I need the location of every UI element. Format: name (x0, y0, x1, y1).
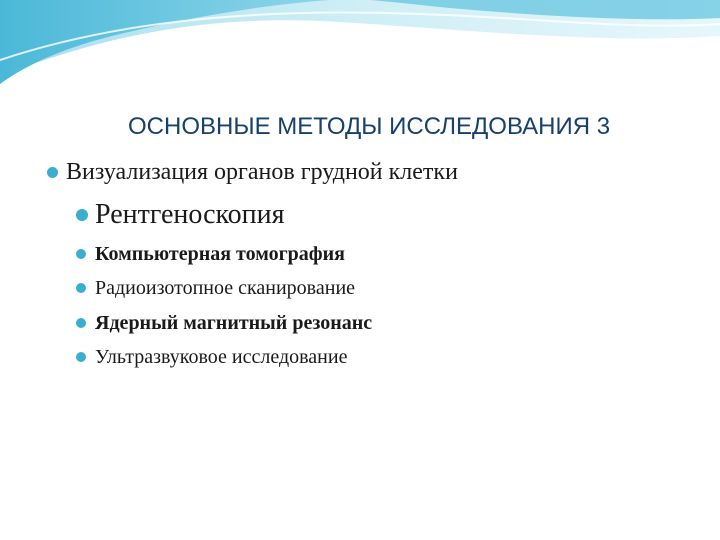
bullet-item-nmr (76, 310, 372, 336)
bullet-text: Рентгеноскопия (95, 199, 285, 230)
bullet-dot-icon (76, 209, 88, 221)
bullet-dot-icon (47, 167, 58, 178)
bullet-dot-icon (76, 318, 86, 328)
bullet-text: Радиоизотопное сканирование (95, 277, 356, 299)
bullet-dot-icon (76, 283, 86, 293)
bullet-item-radioisotope (76, 275, 355, 301)
bullet-dot-icon (76, 352, 86, 362)
bullet-text: Ядерный магнитный резонанс (95, 312, 373, 334)
bullet-item-ultrasound (76, 344, 347, 370)
bullet-text: Ультразвуковое исследование (95, 346, 348, 368)
bullet-item-fluoroscopy (76, 198, 285, 232)
bullet-item-ct (76, 241, 345, 267)
bullet-text: Визуализация органов грудной клетки (66, 159, 458, 185)
bullet-dot-icon (76, 249, 86, 259)
bullet-text: Компьютерная томография (95, 243, 345, 265)
bullet-item-visualization (47, 156, 458, 188)
slide-title: ОСНОВНЫЕ МЕТОДЫ ИССЛЕДОВАНИЯ 3 (128, 113, 611, 140)
decorative-wave-banner (0, 0, 720, 90)
